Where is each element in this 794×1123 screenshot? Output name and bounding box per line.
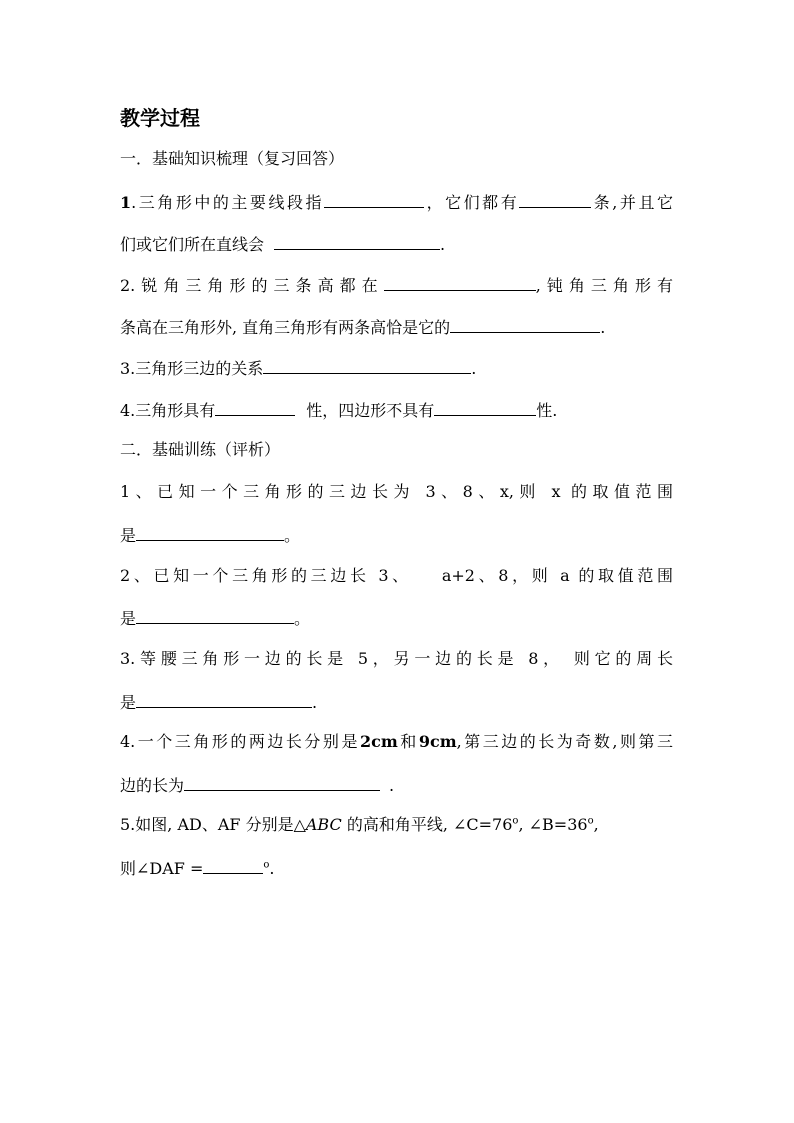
question-1-line-1 — [120, 191, 673, 213]
question-text: 条高在三角形外, 直角三角形有两条高恰是它的 — [120, 318, 451, 337]
question-2-line-1 — [120, 274, 673, 296]
answer-blank[interactable] — [203, 857, 263, 874]
question-text: 条,并且它 — [591, 193, 673, 212]
period: . — [389, 776, 395, 795]
section-heading-1: 一．基础知识梳理（复习回答） — [120, 149, 345, 168]
answer-blank[interactable] — [136, 607, 294, 624]
exercise-4-line-2 — [120, 774, 394, 796]
exercise-3-line-1: 3.等腰三角形一边的长是 5，另一边的长是 8， 则它的周长 — [120, 649, 673, 668]
period: 。 — [284, 526, 301, 545]
exercise-5-line-1 — [120, 815, 599, 835]
answer-blank[interactable] — [519, 191, 591, 208]
question-4 — [120, 399, 557, 421]
answer-blank[interactable] — [324, 191, 424, 208]
question-text: 是 — [120, 526, 137, 545]
question-text: a+2、8，则 a 的取值范围 — [441, 566, 673, 585]
period: . — [440, 235, 446, 254]
question-text: 性，四边形不具有 — [306, 401, 435, 420]
comma: , — [593, 815, 599, 834]
question-text: ,第三边的长为奇数,则第三 — [456, 732, 673, 751]
question-number: 1 — [120, 193, 132, 212]
question-text: 边的长为 — [120, 776, 185, 795]
question-text: 4.三角形具有 — [120, 401, 216, 420]
answer-blank[interactable] — [384, 274, 536, 291]
exercise-2-line-1 — [120, 566, 673, 586]
question-1-line-2 — [120, 233, 445, 255]
question-2-line-2 — [120, 316, 605, 338]
answer-blank[interactable] — [215, 399, 295, 416]
exercise-4-line-1 — [120, 732, 673, 752]
answer-blank[interactable] — [136, 524, 284, 541]
period: 。 — [294, 609, 311, 628]
question-text: ,钝角三角形有 — [535, 276, 673, 295]
exercise-3-line-2 — [120, 691, 317, 713]
exercise-1-line-2 — [120, 524, 300, 546]
question-text: 2.锐角三角形的三条高都在 — [120, 276, 384, 295]
degree-sign: o — [263, 859, 270, 871]
period: . — [471, 359, 477, 378]
answer-blank[interactable] — [450, 316, 600, 333]
answer-blank[interactable] — [263, 357, 471, 374]
length-value: 2cm — [359, 732, 398, 751]
exercise-2-line-2 — [120, 607, 310, 629]
exercise-5-line-2 — [120, 857, 275, 879]
triangle-name: ABC — [305, 815, 342, 834]
question-text: 是 — [120, 609, 137, 628]
question-text: .三角形中的主要线段指 — [131, 193, 325, 212]
question-text: ，它们都有 — [424, 193, 520, 212]
question-text: 性. — [536, 401, 558, 420]
answer-blank[interactable] — [136, 691, 312, 708]
question-3 — [120, 357, 476, 379]
question-text: 们或它们所在直线会 — [120, 235, 265, 254]
period: . — [312, 693, 318, 712]
length-value: 9cm — [418, 732, 457, 751]
degree-sign: o — [587, 815, 594, 827]
section-heading-2: 二．基础训练（评析） — [120, 440, 281, 459]
question-text: 3.三角形三边的关系 — [120, 359, 264, 378]
answer-blank[interactable] — [184, 774, 380, 791]
question-text: 5.如图, AD、AF 分别是△ — [120, 815, 306, 834]
period: . — [600, 318, 606, 337]
page-title: 教学过程 — [120, 106, 200, 130]
question-text: , ∠B=36 — [518, 815, 588, 834]
degree-sign: o — [512, 815, 519, 827]
answer-blank[interactable] — [274, 233, 440, 250]
period: . — [269, 859, 275, 878]
question-text: 2、已知一个三角形的三边长 3、 — [120, 566, 412, 585]
question-text: 的高和角平线, ∠C=76 — [341, 815, 513, 834]
answer-blank[interactable] — [434, 399, 536, 416]
question-text: 和 — [397, 732, 419, 751]
question-text: 4.一个三角形的两边长分别是 — [120, 732, 360, 751]
question-text: 则∠DAF = — [120, 859, 204, 878]
question-text: 是 — [120, 693, 137, 712]
exercise-1-line-1: 1、已知一个三角形的三边长为 3、8、x,则 x 的取值范围 — [120, 482, 673, 501]
